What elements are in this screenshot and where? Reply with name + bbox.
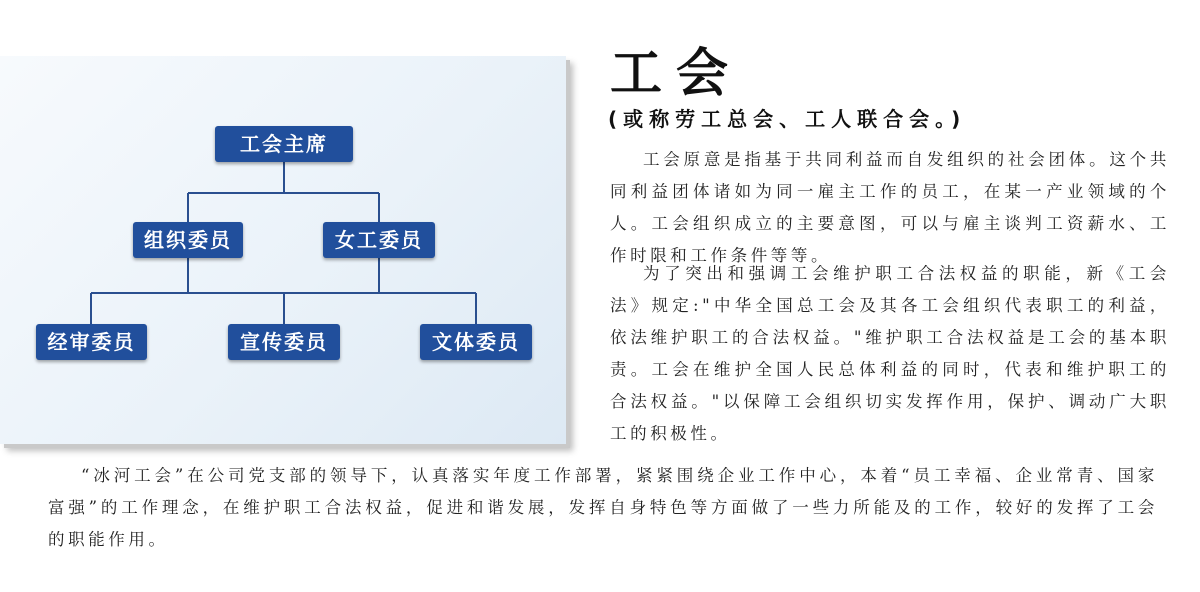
- org-chart-connectors: [0, 56, 566, 444]
- org-chart-panel: [0, 56, 566, 444]
- node-women-worker-member: 女工委员: [323, 222, 435, 258]
- paragraph-company-union: “冰河工会”在公司党支部的领导下，认真落实年度工作部署，紧紧围绕企业工作中心，本着“员工幸福、企业常青、国家富强”的工作理念，在维护职工合法权益，促进和谐发展，发挥自身特色等方面做了一些力所能及的工作，较好的发挥了工会的职能作用。: [48, 466, 1158, 549]
- paragraph-definition: 工会原意是指基于共同利益而自发组织的社会团体。这个共同利益团体诸如为同一雇主工作的员工，在某一产业领域的个人。工会组织成立的主要意图，可以与雇主谈判工资薪水、工作时限和工作条件等等。: [610, 150, 1170, 265]
- page-title: 工会: [610, 44, 743, 104]
- paragraph-function: 为了突出和强调工会维护职工合法权益的职能，新《工会法》规定:"中华全国总工会及其各工会组织代表职工的利益，依法维护职工的合法权益。"维护职工合法权益是工会的基本职责。工会在维护全国人民总体利益的同时，代表和维护职工的合法权益。"以保障工会组织切实发挥作用，保护、调动广大职工的积极性。: [610, 264, 1170, 443]
- node-chairman: 工会主席: [215, 126, 353, 162]
- node-culture-sports-member: 文体委员: [420, 324, 532, 360]
- node-organization-member: 组织委员: [133, 222, 243, 258]
- node-publicity-member: 宣传委员: [228, 324, 340, 360]
- node-audit-member: 经审委员: [36, 324, 147, 360]
- page-subtitle: (或称劳工总会、工人联合会。): [608, 107, 967, 131]
